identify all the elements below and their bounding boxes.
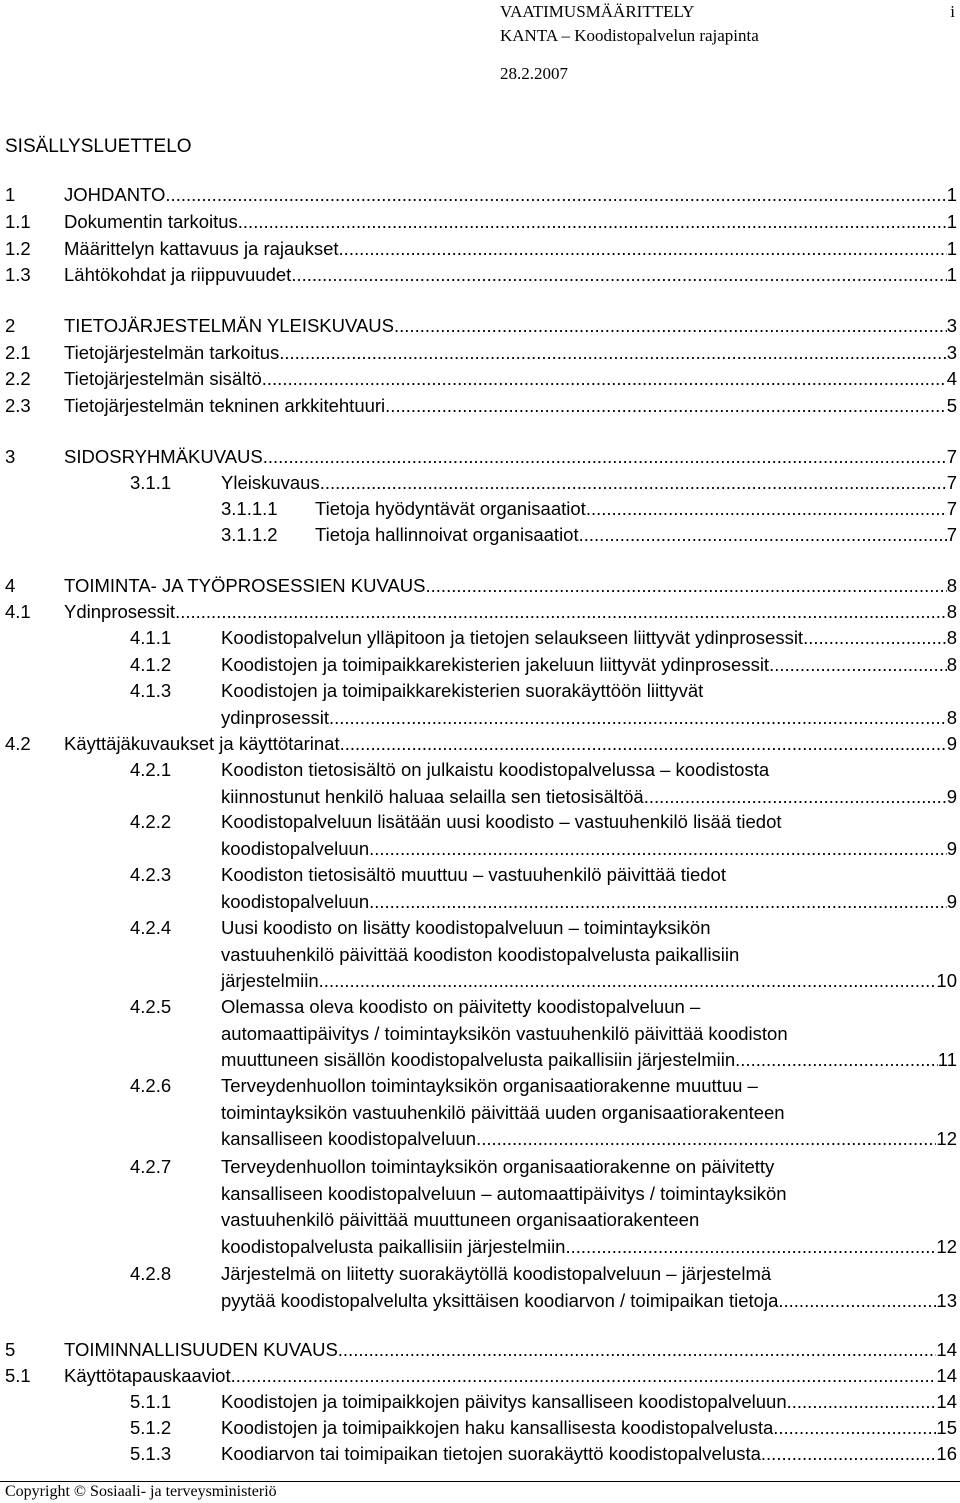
toc-entry-title: Tietoja hyödyntävät organisaatiot [315,498,586,519]
toc-entry-page: 1 [946,264,957,285]
toc-entry-page: 15 [936,1417,957,1438]
dot-leader [426,573,947,600]
dot-leader [263,444,947,471]
toc-entry-page: 7 [946,446,957,467]
dot-leader [769,652,947,679]
dot-leader [231,1363,937,1390]
toc-entry-page: 14 [936,1365,957,1386]
dot-leader [279,340,946,367]
toc-entry-page: 16 [936,1443,957,1464]
toc-entry-page: 1 [946,238,957,259]
toc-entry-title: Tietojärjestelmän tarkoitus [64,342,280,363]
toc-entry-page: 14 [936,1339,957,1360]
toc-entry-page: 3 [946,342,957,363]
page-numeral: i [950,2,955,21]
toc-entry-number: 4.2.6 [130,1075,172,1096]
toc-entry-number: 4.2.2 [130,811,172,832]
toc-entry-title: pyytää koodistopalvelulta yksittäisen koodiarvon / toimipaikan tietoja. [221,1289,784,1311]
toc-entry-number: 5.1.2 [130,1417,172,1438]
dot-leader [735,1047,938,1074]
toc-title: SISÄLLYSLUETTELO [5,136,192,157]
toc-entry-title: Käyttäjäkuvaukset ja käyttötarinat [64,733,340,754]
toc-entry-page: 7 [946,498,957,519]
document-header [500,0,960,83]
dot-leader [761,1441,937,1468]
toc-entry-title: Määrittelyn kattavuus ja rajaukset [64,238,339,259]
toc-entry-number: 4.2.7 [130,1156,172,1177]
dot-leader [238,209,947,236]
toc-entry-title: Koodistojen ja toimipaikkarekisterien jakeluun liittyvät ydinprosessit [221,654,770,675]
toc-entry-title: Olemassa oleva koodisto on päivitetty koodistopalveluun – [221,996,701,1017]
dot-leader [644,784,947,811]
toc-entry-title: järjestelmiin [221,970,319,991]
toc-entry-page: 14 [936,1391,957,1412]
toc-entry-page: 1 [946,211,957,232]
toc-entry-title: kansalliseen koodistopalveluun [221,1128,477,1149]
toc-entry-number: 5.1.3 [130,1443,172,1464]
toc-entry-title: ydinprosessit [221,706,329,728]
toc-entry-page: 8 [946,575,957,596]
toc-entry-number: 4.2.5 [130,996,172,1017]
toc-entry-number: 4.2.3 [130,864,172,885]
toc-entry-title: Koodistojen ja toimipaikkojen haku kansallisesta koodistopalvelusta [221,1417,774,1438]
dot-leader [262,366,947,393]
toc-entry-page: 1 [946,184,957,205]
toc-entry-title: Koodiston tietosisältö muuttuu – vastuuhenkilö päivittää tiedot [221,864,726,885]
toc-entry-title: Terveydenhuollon toimintayksikön organisaatiorakenne on päivitetty [221,1156,775,1177]
toc-entry-number: 4.2 [5,733,31,754]
dot-leader [784,1288,937,1315]
header-date: 28.2.2007 [500,64,568,83]
toc-entry-title: TOIMINNALLISUUDEN KUVAUS [64,1339,338,1360]
dot-leader [773,1415,936,1442]
toc-entry-page: 8 [946,601,957,622]
dot-leader [565,1234,936,1261]
dot-leader [165,182,946,209]
toc-entry-title: Dokumentin tarkoitus [64,211,238,232]
toc-entry-page: 8 [946,627,957,648]
toc-entry-page: 7 [946,524,957,545]
toc-entry-title: Tietojärjestelmän sisältö [64,368,262,389]
toc-entry-title: Lähtökohdat ja riippuvuudet [64,264,292,285]
dot-leader [394,313,947,340]
toc-entry-title: vastuuhenkilö päivittää muuttuneen organisaatiorakenteen [221,1209,700,1230]
toc-entry-title: kansalliseen koodistopalveluun – automaattipäivitys / toimintayksikön [221,1182,787,1204]
toc-entry-page: 9 [946,837,957,859]
toc-entry-title: kiinnostunut henkilö haluaa selailla sen tietosisältöä [221,785,644,807]
toc-entry-title: Yleiskuvaus [221,472,320,493]
toc-entry-page: 12 [936,1128,957,1149]
dot-leader [476,1126,936,1153]
toc-entry-title: Järjestelmä on liitetty suorakäytöllä koodistopalveluun – järjestelmä [221,1263,772,1284]
toc-entry-page: 8 [946,706,957,728]
toc-entry-number: 4.1.1 [130,627,172,648]
toc-entry-number: 3.1.1.2 [221,524,278,545]
toc-entry-title: Koodiarvon tai toimipaikan tietojen suorakäyttö koodistopalvelusta [221,1443,761,1464]
toc-entry-number: 1.3 [5,264,31,285]
toc-entry-page: 9 [946,890,957,912]
toc-entry-number: 4.2.4 [130,917,172,938]
toc-entry-number: 4.2.1 [130,759,172,780]
toc-entry-number: 4.1 [5,601,31,622]
footer-copyright: Copyright © Sosiaali- ja terveysministeriö [5,1483,277,1500]
toc-entry-title: muuttuneen sisällön koodistopalvelusta paikallisiin järjestelmiin [221,1049,736,1070]
toc-entry-title: automaattipäivitys / toimintayksikön vastuuhenkilö päivittää koodiston [221,1022,788,1044]
toc-entry-number: 5 [5,1339,16,1360]
dot-leader [385,393,947,420]
toc-entry-number: 1.1 [5,211,31,232]
toc-entry-title: Koodistojen ja toimipaikkojen päivitys kansalliseen koodistopalveluun [221,1391,787,1412]
toc-entry-title: koodistopalvelusta paikallisiin järjestelmiin [221,1235,566,1257]
toc-entry-number: 4.1.2 [130,654,172,675]
toc-entry-number: 4 [5,575,16,596]
toc-entry-page: 10 [936,970,957,991]
toc-entry-title: koodistopalveluun [221,837,370,859]
toc-entry-page: 4 [946,368,957,389]
toc-entry-title: JOHDANTO [64,184,166,205]
toc-entry-title: Terveydenhuollon toimintayksikön organisaatiorakenne muuttuu – [221,1075,758,1096]
toc-entry-title: toimintayksikön vastuuhenkilö päivittää uuden organisaatiorakenteen [221,1101,785,1123]
toc-entry-number: 3.1.1.1 [221,498,278,519]
dot-leader [320,470,947,497]
header-doc-type: VAATIMUSMÄÄRITTELY [500,2,695,21]
toc-entry-title: SIDOSRYHMÄKUVAUS [64,446,263,467]
toc-entry-title: Koodistopalveluun lisätään uusi koodisto – vastuuhenkilö lisää tiedot [221,811,782,832]
toc-entry-title: TOIMINTA- JA TYÖPROSESSIEN KUVAUS [64,575,426,596]
toc-entry-title: Käyttötapauskaaviot [64,1365,231,1386]
toc-entry-number: 1 [5,184,16,205]
toc-entry-title: Koodistopalvelun ylläpitoon ja tietojen selaukseen liittyvät ydinprosessit [221,627,804,648]
toc-entry-number: 2.1 [5,342,31,363]
dot-leader [787,1389,937,1416]
toc-entry-title: Ydinprosessit [64,601,176,622]
toc-entry-number: 4.2.8 [130,1263,172,1284]
toc-entry-number: 4.1.3 [130,680,172,701]
toc-entry-title: vastuuhenkilö päivittää koodiston koodistopalvelusta paikallisiin [221,943,740,965]
header-doc-subtitle: KANTA – Koodistopalvelun rajapinta [500,26,759,45]
dot-leader [369,836,947,863]
toc-entry-title: Tietoja hallinnoivat organisaatiot [315,524,579,545]
toc-entry-number: 1.2 [5,238,31,259]
dot-leader [339,236,947,263]
toc-entry-number: 2.3 [5,395,31,416]
dot-leader [579,522,947,549]
toc-entry-page: 13 [936,1289,957,1311]
toc-entry-title: Koodistojen ja toimipaikkarekisterien suorakäyttöön liittyvät [221,680,704,701]
toc-entry-page: 8 [946,654,957,675]
dot-leader [340,731,947,758]
toc-entry-title: Uusi koodisto on lisätty koodistopalveluun – toimintayksikön [221,917,711,938]
toc-entry-page: 12 [936,1235,957,1257]
toc-entry-number: 5.1 [5,1365,31,1386]
dot-leader [803,625,947,652]
toc-entry-page: 11 [937,1049,957,1070]
toc-entry-title: TIETOJÄRJESTELMÄN YLEISKUVAUS [64,315,395,336]
dot-leader [329,705,947,732]
dot-leader [338,1337,937,1364]
dot-leader [586,496,947,523]
toc-entry-number: 2.2 [5,368,31,389]
toc-entry-number: 3.1.1 [130,472,172,493]
toc-entry-number: 2 [5,315,16,336]
toc-entry-page: 5 [946,395,957,416]
toc-entry-number: 3 [5,446,16,467]
toc-entry-number: 5.1.1 [130,1391,172,1412]
dot-leader [369,889,947,916]
dot-leader [291,262,946,289]
dot-leader [319,968,937,995]
toc-entry-page: 9 [946,733,957,754]
dot-leader [175,599,947,626]
toc-entry-title: koodistopalveluun [221,890,370,912]
toc-entry-page: 3 [946,315,957,336]
toc-entry-page: 7 [946,472,957,493]
toc-entry-title: Koodiston tietosisältö on julkaistu koodistopalvelussa – koodistosta [221,759,770,780]
toc-entry-page: 9 [946,785,957,807]
toc-entry-title: Tietojärjestelmän tekninen arkkitehtuuri [64,395,386,416]
